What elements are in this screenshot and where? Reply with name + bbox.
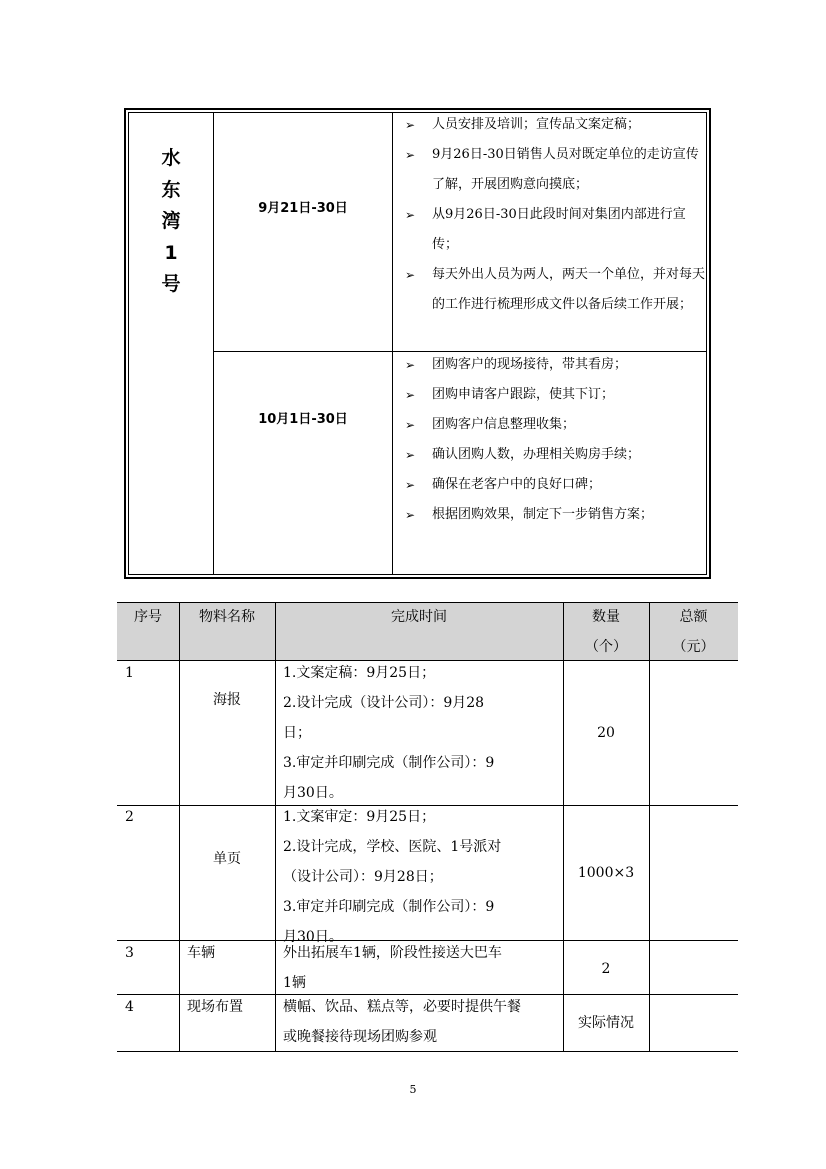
header-qty: [563, 602, 649, 662]
phase-1-period: 9月21日-30日: [258, 201, 348, 216]
phase-2-period: 10月1日-30日: [258, 412, 348, 427]
column-divider: [275, 602, 276, 1052]
project-char: 号: [161, 273, 181, 295]
task-item: ➢ 确认团购人数，办理相关购房手续；: [397, 440, 697, 470]
header-qty-label: 数量: [592, 609, 620, 625]
column-divider: [179, 602, 180, 1052]
task-item: ➢ 人员安排及培训；宣传品文案定稿；: [397, 110, 709, 140]
project-name: [129, 143, 213, 301]
header-total: [649, 602, 738, 662]
phase-1-tasks: [397, 110, 709, 320]
schedule-table-inner-border: [128, 112, 707, 575]
task-item: ➢ 确保在老客户中的良好口碑；: [397, 470, 709, 500]
project-char: 东: [161, 178, 181, 201]
header-name: 物料名称: [199, 609, 255, 625]
header-total-label: 总额: [679, 609, 708, 625]
column-divider: [649, 602, 650, 1052]
task-item: ➢ 从9月26日-30日此段时间对集团内部进行宣传；: [397, 200, 709, 260]
bullet-arrow-icon: ➢: [405, 148, 416, 162]
header-no: 序号: [134, 609, 162, 625]
row-1-qty: 20: [597, 725, 615, 741]
bullet-arrow-icon: ➢: [405, 418, 416, 432]
bullet-arrow-icon: ➢: [405, 268, 416, 282]
bullet-arrow-icon: ➢: [405, 508, 416, 522]
project-char: 1: [164, 241, 178, 264]
task-item: ➢ 9月26日-30日销售人员对既定单位的走访宣传了解，开展团购意向摸底；: [397, 140, 709, 200]
row-2-time: 1.文案审定：9月25日； 2.设计完成，学校、医院、1号派对 （设计公司）：9月28日； 3.审定并印刷完成（制作公司）：9 月30日。: [283, 809, 502, 945]
bullet-arrow-icon: ➢: [405, 388, 416, 402]
materials-table: [117, 602, 738, 1052]
row-3-no: 3: [125, 945, 134, 961]
task-item: ➢ 团购客户的现场接待，带其看房；: [397, 350, 709, 380]
task-item: ➢ 团购申请客户跟踪，使其下订；: [397, 380, 709, 410]
column-divider: [392, 113, 393, 574]
task-item: ➢ 根据团购效果，制定下一步销售方案；: [397, 500, 697, 530]
page-number: 5: [409, 1083, 417, 1096]
row-1-time: 1.文案定稿：9月25日； 2.设计完成（设计公司）：9月28 日； 3.审定并印刷完成（制作公司）：9 月30日。: [283, 665, 495, 801]
row-1-no: 1: [125, 665, 134, 681]
bullet-arrow-icon: ➢: [405, 478, 416, 492]
bullet-arrow-icon: ➢: [405, 208, 416, 222]
bullet-arrow-icon: ➢: [405, 448, 416, 462]
row-4-qty: 实际情况: [578, 1015, 634, 1031]
row-2-qty: 1000×3: [577, 865, 635, 881]
row-3-time: 外出拓展车1辆，阶段性接送大巴车 1辆: [283, 945, 502, 991]
schedule-table: [124, 108, 711, 579]
row-4-name: 现场布置: [187, 999, 243, 1015]
row-3-name: 车辆: [187, 945, 215, 961]
column-divider: [563, 602, 564, 1052]
row-4-no: 4: [125, 999, 134, 1015]
task-item: ➢ 团购客户信息整理收集；: [397, 410, 709, 440]
header-total-unit: （元）: [672, 639, 715, 655]
row-3-qty: 2: [601, 961, 611, 977]
header-time: 完成时间: [391, 609, 447, 625]
project-char: 湾: [161, 210, 181, 232]
column-divider: [213, 113, 214, 574]
row-1-name: 海报: [213, 692, 241, 708]
bullet-arrow-icon: ➢: [405, 358, 416, 372]
task-item: ➢ 每天外出人员为两人，两天一个单位，并对每天的工作进行梳理形成文件以备后续工作开展；: [397, 260, 709, 320]
phase-2-tasks: [397, 350, 709, 530]
row-2-name: 单页: [213, 851, 241, 867]
row-4-time: 横幅、饮品、糕点等，必要时提供午餐 或晚餐接待现场团购参观: [283, 999, 521, 1045]
project-char: 水: [161, 147, 181, 169]
header-qty-unit: （个）: [585, 639, 627, 655]
row-2-no: 2: [125, 809, 134, 825]
bullet-arrow-icon: ➢: [405, 118, 416, 132]
